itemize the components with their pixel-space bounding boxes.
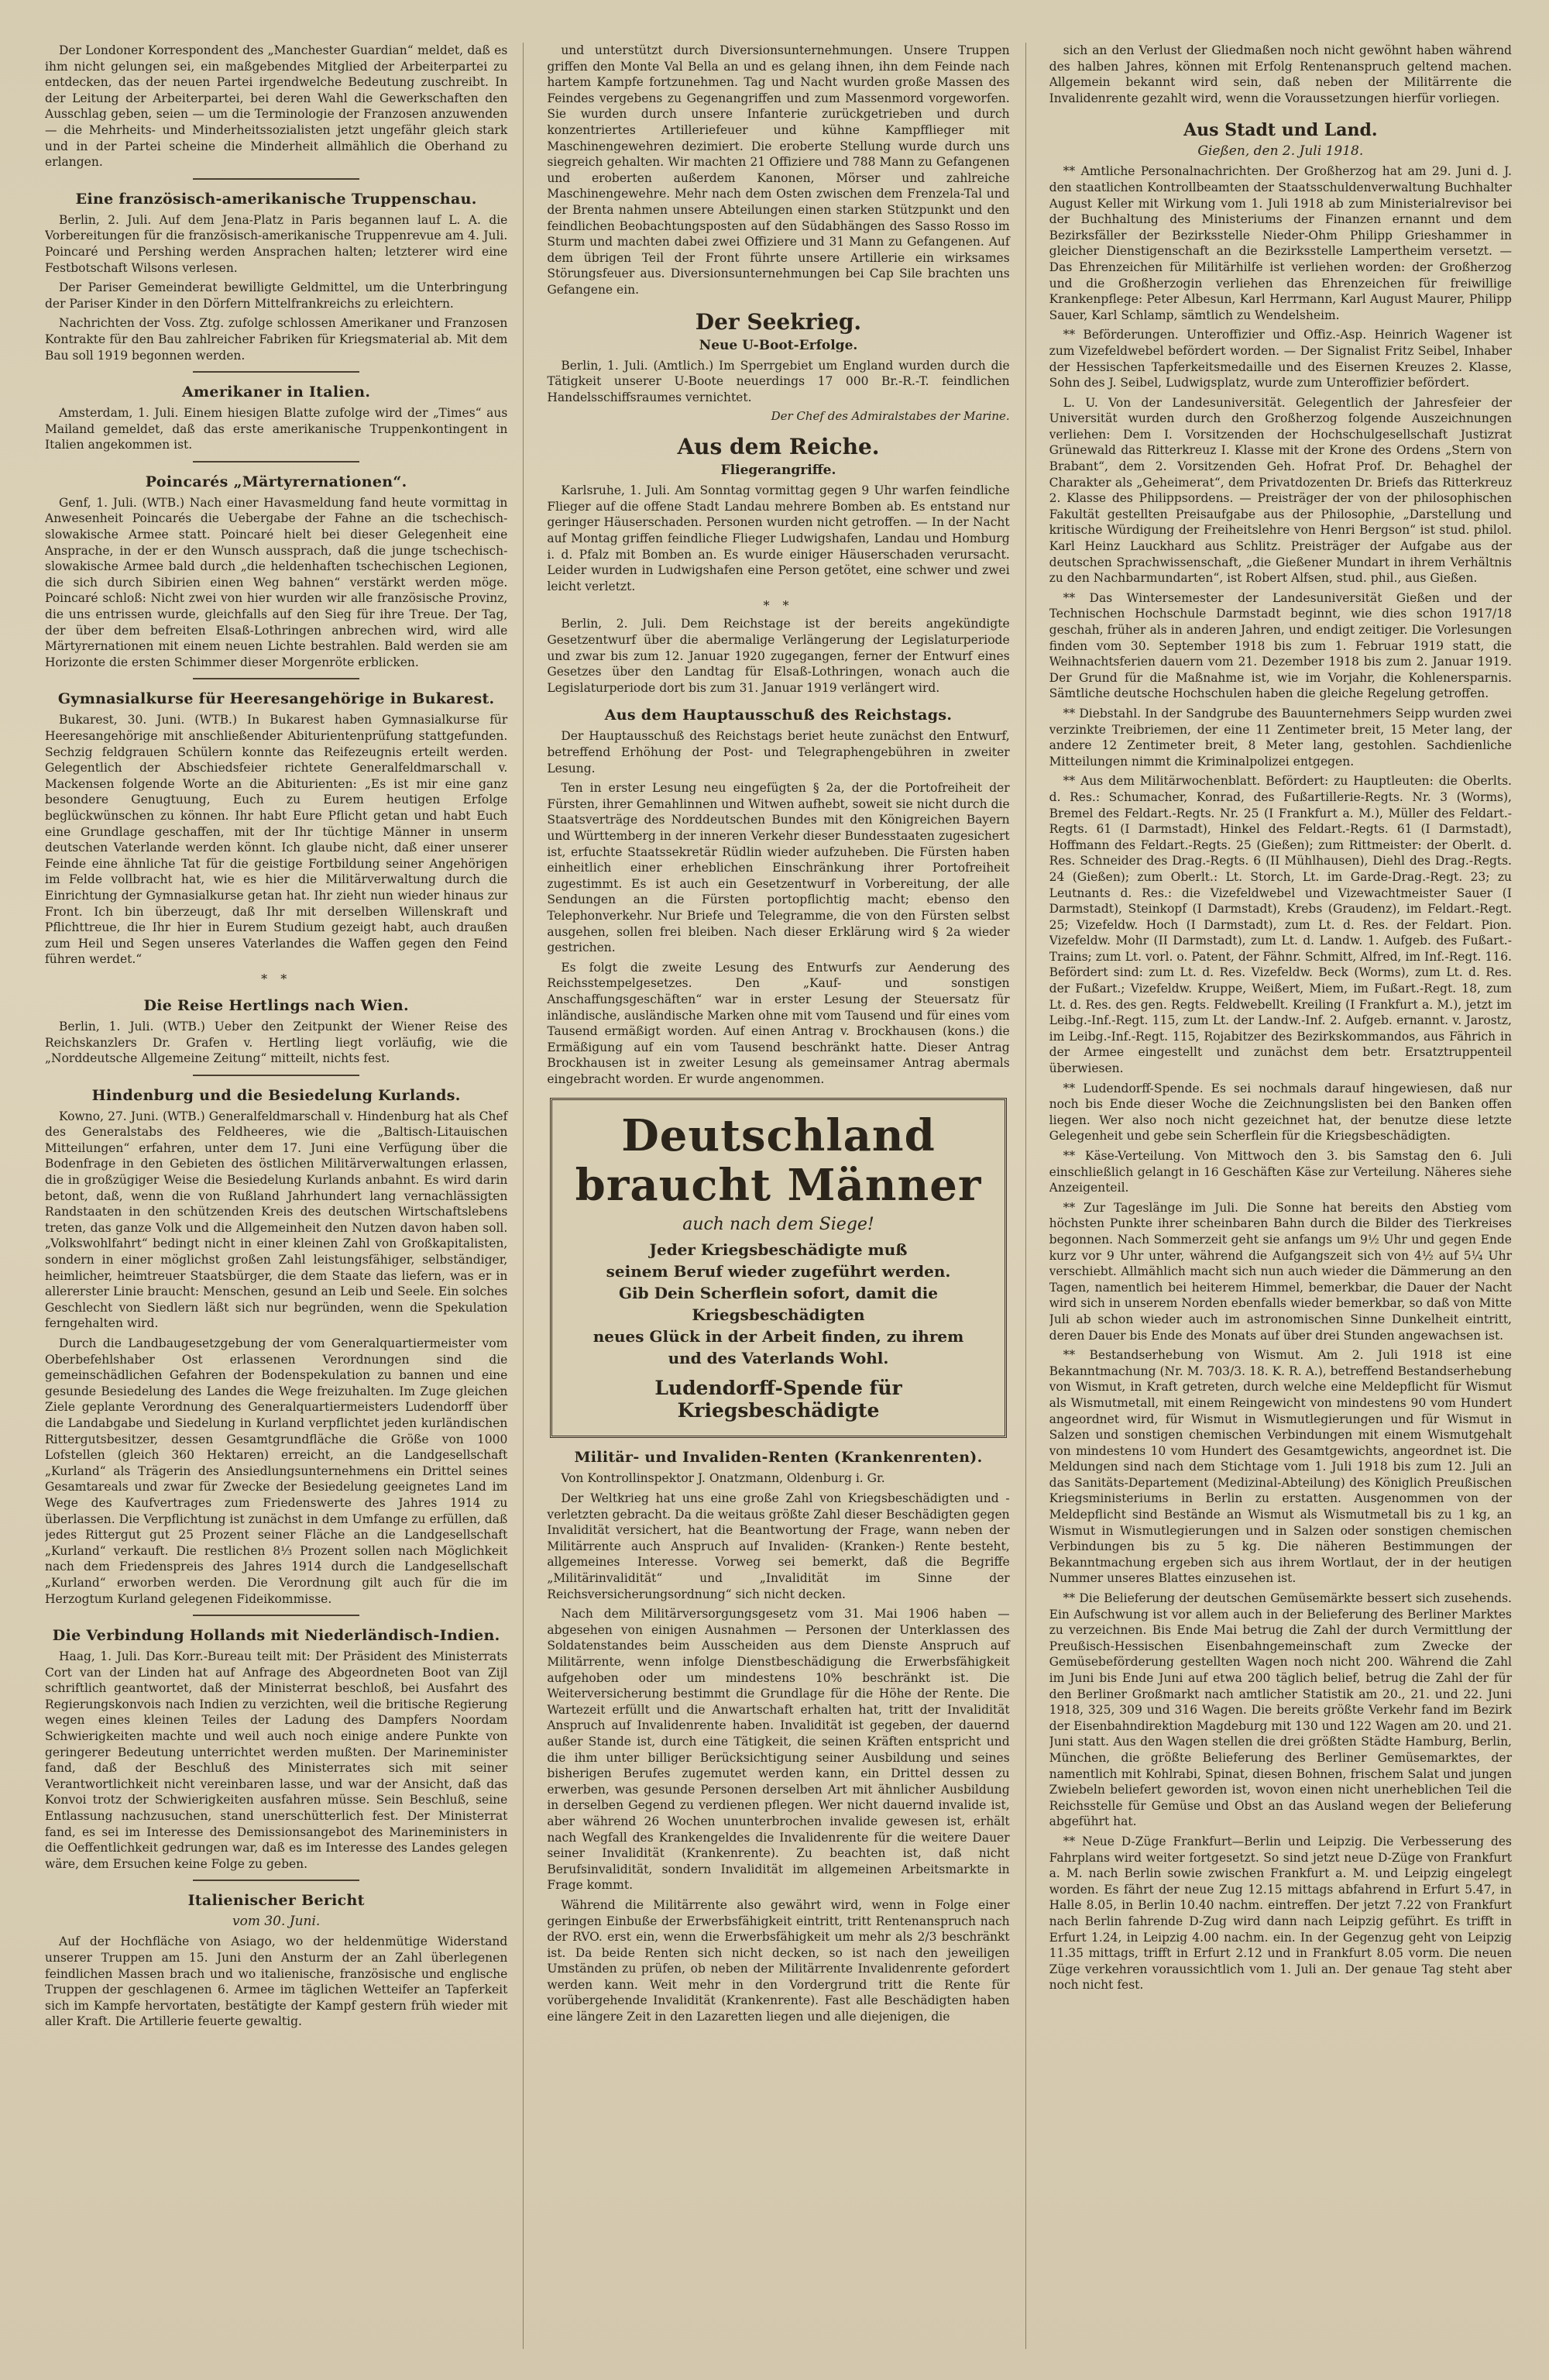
section-heading: Der Seekrieg. <box>695 308 862 335</box>
separator-stars: * * <box>261 971 292 986</box>
article-text: Amsterdam, 1. Juli. Einem hiesigen Blatte zufolge wird der „Times“ aus Mailand gemeldet, daß das erste amerikanische Truppenkontingent in Italien angekommen ist. <box>45 406 508 452</box>
article-text: Karlsruhe, 1. Juli. Am Sonntag vormittag gegen 9 Uhr warfen feindliche Flieger auf die offene Stadt Landau mehrere Bomben ab. Es entstand nur geringer Häuserschaden. Personen wurden nicht getroffen. — In der Nacht auf Montag griffen feindliche Flieger Ludwigshafen, Landau und Homburg i. d. Pfalz mit Bomben an. Es wurde einiger Häuserschaden verursacht. Leider wurden in Ludwigshafen eine Person getötet, eine schwer und zwei leicht verletzt. <box>547 483 1010 593</box>
article-heading: Die Verbindung Hollands mit Niederländisch-Indien. <box>52 1627 500 1645</box>
article-text: Es folgt die zweite Lesung des Entwurfs zur Aenderung des Reichsstempelgesetzes. Den „Kauf- und sonstigen Anschaffungsgeschäften“ war in erster Lesung der Steuersatz für inländische, ausländische Marken ohne mit vom Tausend und für eines vom Tausend ermäßigt worden. Auf einen Antrag v. Brockhausen (kons.) die Ermäßigung auf ein vom Tausend beschränkt hatte. Dieser Antrag Brockhausen ist in zweiter Lesung als gemeinsamer Antrag abermals eingebracht worden. Er wurde angenommen. <box>547 960 1010 1086</box>
article-text: ** Ludendorff-Spende. Es sei nochmals darauf hingewiesen, daß nur noch bis Ende dieser Woche die Zeichnungslisten bei den Banken offen liegen. Wer also noch nicht gezeichnet hat, der benutze diese letzte Gelegenheit und gebe sein Scherflein für die Kriegsbeschädigten. <box>1049 1081 1512 1144</box>
article-heading: Italienischer Bericht <box>187 1892 365 1910</box>
ad-text: seinem Beruf wieder zugeführt werden. <box>606 1262 951 1281</box>
section-subheading: Fliegerangriffe. <box>720 463 836 479</box>
column-1 <box>45 43 524 2349</box>
ad-headline: braucht Männer <box>575 1160 982 1212</box>
article-text: ** Amtliche Personalnachrichten. Der Großherzog hat am 29. Juni d. J. den staatlichen Kontrollbeamten der Staatsschuldenverwaltung Buchhalter August Keller mit Wirkung vom 1. Juli 1918 ab zum Ministerialrevisor bei der Buchhaltung des Ministeriums der Finanzen ernannt und dem Bezirksfäller der Bezirksstelle Nieder-Ohm Philipp Grieshammer in gleicher Dienstigenschaft an die Bezirksstelle Lampertheim versetzt. — Das Ehrenzeichen für Militärhilfe ist verliehen worden: der Großherzog und die Großherzogin verliehen das Ehrenzeichen für freiwillige Krankenpflege: Peter Albesun, Karl Herrmann, Karl August Maurer, Philipp Sauer, Karl Schlamp, sämtlich zu Wendelsheim. <box>1049 164 1512 322</box>
article-text: ** Bestandserhebung von Wismut. Am 2. Juli 1918 ist eine Bekanntmachung (Nr. M. 703/3. 18. K. R. A.), betreffend Bestandserhebung von Wismut, in Kraft getreten, durch welche eine Meldepflicht für Wismut als Wismutmetall, mit einem Reingewicht von mindestens 90 vom Hundert angeordnet wird, für Wismut in Wismutlegierungen und für Wismut in Salzen und sonstigen chemischen Verbindungen mit einem Wismutgehalt von mindestens 10 vom Hundert des Gesamtgewichts, angeordnet ist. Die Meldungen sind nach dem Stichtage vom 1. Juli 1918 bis zum 12. Juli an das Sanitäts-Departement (Medizinal-Abteilung) des Königlich Preußischen Kriegsministeriums in Berlin zu erstatten. Ausgenommen von der Meldepflicht sind Bestände an Wismut als Wismutmetall bis zu 1 kg, an Wismut in Wismutlegierungen und in Salzen oder sonstigen chemischen Verbindungen bis zu 5 kg. Die näheren Bestimmungen der Bekanntmachung ergeben sich aus ihrem Wortlaut, der in der heutigen Nummer unseres Blattes einzusehen ist. <box>1049 1348 1512 1586</box>
article-heading: Die Reise Hertlings nach Wien. <box>143 996 409 1014</box>
article-text: Auf der Hochfläche von Asiago, wo der heldenmütige Widerstand unserer Truppen am 15. Juni den Ansturm der an Zahl überlegenen feindlichen Massen brach und wo italienische, französische und englische Truppen der geschlagenen 6. Armee im täglichen Wetteifer an Tapferkeit sich im Kampfe hervortaten, bestätigte der Kampf gestern früh wieder mit aller Kraft. Die Artillerie feuerte gewaltig. <box>45 1935 508 2029</box>
article-text: Bukarest, 30. Juni. (WTB.) In Bukarest haben Gymnasialkurse für Heeresangehörige mit anschließender Abiturientenprüfung stattgefunden. Sechzig feldgrauen Schülern konnte das Reifezeugnis erteilt werden. Gelegentlich der Abschiedsfeier richtete Generalfeldmarschall v. Mackensen folgende Worte an die Abiturienten: „Es ist mir eine ganz besondere Genugtuung, Euch zu Eurem heutigen Erfolge beglückwünschen zu können. Ihr habt Eure Pflicht getan und habt Euch eine Grundlage geschaffen, mit der Ihr tüchtige Männer in unserm deutschen Vaterlande werden könnt. Ich glaube nicht, daß einer unserer Feinde eine ähnliche Tat für die geistige Fortbildung seiner Angehörigen im Felde vollbracht hat, wie es hier die Militärverwaltung durch die Einrichtung der Gymnasialkurse getan hat. Ihr zieht nun wieder hinaus zur Front. Ich bin überzeugt, daß Ihr mit derselben Willenskraft und Pflichttreue, die Ihr hier in Eurem Studium gezeigt habt, auch draußen zum Heil und Segen unseres Vaterlandes die Waffen gegen den Feind führen werdet.“ <box>45 713 508 967</box>
article-text: Der Londoner Korrespondent des „Manchester Guardian“ meldet, daß es ihm nicht gelungen sei, ein maßgebendes Mitglied der Arbeiterpartei zu entdecken, das der neuen Partei irgendwelche Bedeutung zuschreibt. In der Leitung der Arbeiterpartei, bei deren Wahl die Gewerkschaften den Ausschlag geben, seien — um die Terminologie der Franzosen anzuwenden — die Mehrheits- und Minderheitssozialisten jetzt ungefähr gleich stark und in der Partei scheine die Minderheit allmählich die Oberhand zu erlangen. <box>45 43 508 170</box>
ad-headline: Deutschland <box>621 1110 936 1162</box>
article-text: und unterstützt durch Diversionsunternehmungen. Unsere Truppen griffen den Monte Val Bella an und es gelang ihnen, ihn dem Feinde nach hartem Kampfe fortzunehmen. Tag und Nacht wurden große Massen des Feindes vergebens zu Gegenangriffen und zum Massenmord vorgeworfen. Sie wurden durch unsere Infanterie zurückgetrieben und durch konzentriertes Artilleriefeuer und kühne Kampfflieger mit Maschinengewehren dezimiert. Die eroberte Stellung wurde durch uns siegreich gehalten. Wir machten 21 Offiziere und 788 Mann zu Gefangenen und eroberten außerdem Kanonen, Mörser und zahlreiche Maschinengewehre. Mehr nach dem Osten zwischen dem Frenzela-Tal und der Brenta nahmen unsere Abteilungen einen starken Stützpunkt und den feindlichen Beobachtungsposten auf den Südabhängen des Sasso Rosso im Sturm und machten dabei zwei Offiziere und 31 Mann zu Gefangenen. Auf dem übrigen Teil der Front führte unsere Artillerie ein wirksames Störungsfeuer aus. Diversionsunternehmungen bei Cap Sile brachten uns Gefangene ein. <box>547 43 1010 297</box>
article-heading: Eine französisch-amerikanische Truppenschau. <box>75 190 477 208</box>
article-text: Der Pariser Gemeinderat bewilligte Geldmittel, um die Unterbringung der Pariser Kinder in den Dörfern Mittelfrankreichs zu erleichtern. <box>45 280 508 311</box>
ad-tagline: auch nach dem Siege! <box>682 1215 874 1235</box>
divider <box>193 1615 359 1616</box>
divider <box>193 371 359 373</box>
section-subheading: Neue U-Boot-Erfolge. <box>699 337 858 353</box>
ad-text: Jeder Kriegsbeschädigte muß <box>649 1240 908 1260</box>
article-text: Berlin, 2. Juli. Auf dem Jena-Platz in Paris begannen lauf L. A. die Vorbereitungen für die französisch-amerikanische Truppenrevue am 4. Juli. Poincaré und Pershing werden Ansprachen halten; letzterer wird eine Festbotschaft Wilsons verlesen. <box>45 212 508 275</box>
section-heading: Aus dem Reiche. <box>677 434 880 460</box>
article-text: ** Aus dem Militärwochenblatt. Befördert: zu Hauptleuten: die Oberlts. d. Res.: Schumacher, Konrad, des Fußartillerie-Regts. Nr. 3 (Worms), Bremel des Feldart.-Regts. Nr. 25 (I Frankfurt a. M.), Müller des Feldart.-Regts. 61 (I Darmstadt), Hinkel des Feldart.-Regts. 61 (I Darmstadt), Hoffmann des Feldart.-Regts. 25 (Gießen); zum Rittmeister: der Oberlt. d. Res. Schneider des Drag.-Regts. 6 (II Mühlhausen), Diehl des Drag.-Regts. 24 (Gießen); zum Oberlt.: Lt. Storch, Lt. im Garde-Drag.-Regt. 23; zu Leutnants d. Res.: die Vizefeldwebel und Vizewachtmeister Sauer (I Darmstadt), Steinkopf (I Darmstadt), Krebs (Graudenz), im Feldart.-Regt. 25; Vizefeldw. Hoch (I Darmstadt), zum Lt. d. Res. der Feldart. Pion. Vizefeldw. Mohr (II Darmstadt), zum Lt. d. Landw. 1. Aufgeb. des Fußart.-Trains; zum Lt. vorl. o. Patent, der Fähnr. Schmitt, Alfred, im Inf.-Regt. 116. Befördert sind: zum Lt. d. Res. Vizefeldw. Beck (Worms), zum Lt. d. Res. der Fußart.; Vizefeldw. Kruppe, Weißert, Miem, im Fußart.-Regt. 18, zum Lt. d. Res. des gen. Regts. Feldwebellt. Kreiling (I Frankfurt a. M.), jetzt im Leibg.-Inf.-Regt. 115, zum Lt. der Landw.-Inf. 2. Aufgeb. ernannt. v. Jarostz, im Leibg.-Inf.-Regt. 115, Rojabitzer des Bezirkskommandos, aus Fährich in der Armee eingestellt und zunächst dem betr. Ersatztruppenteil überwiesen. <box>1049 774 1512 1076</box>
article-text: ** Neue D-Züge Frankfurt—Berlin und Leipzig. Die Verbesserung des Fahrplans wird weiter fortgesetzt. So sind jetzt neue D-Züge von Frankfurt a. M. nach Berlin sowie zwischen Frankfurt a. M. und Leipzig eingelegt worden. Es fährt der neue Zug 12.15 mittags abfahrend in Erfurt 5.47, in Halle 8.05, in Berlin 10.40 nachm. eintreffen. Der jetzt 7.22 von Frankfurt nach Berlin fahrende D-Zug wird dann nach Leipzig geführt. Es trifft in Erfurt 1.24, in Leipzig 4.00 nachm. ein. In der Gegenzug geht von Leipzig 11.35 mittags, trifft in Erfurt 2.12 und in Frankfurt 8.05 vorm. Die neuen Züge verkehren voraussichtlich vom 1. Juli an. Der genaue Tag steht aber noch nicht fest. <box>1049 1834 1512 1993</box>
article-signature: Der Chef des Admiralstabes der Marine. <box>771 409 1010 424</box>
article-text: Haag, 1. Juli. Das Korr.-Bureau teilt mit: Der Präsident des Ministerrats Cort van der Linden hat auf Anfrage des Abgeordneten Boot van Zijl schriftlich geantwortet, daß der Ministerrat beschloß, bei Ausfahrt des Regierungskonvois nach Indien zu verzichten, weil die britische Regierung wegen eines kleinen Teiles der Ladung des Dampfers Noordam Schwierigkeiten machte und weil auch noch einige andere Punkte von geringerer Bedeutung unterrichtet werden mußten. Der Marineminister fand, daß der Beschluß des Ministerrates sich mit seiner Verantwortlichkeit nicht vereinbaren lasse, und war der Ansicht, daß das Konvoi trotz der Schwierigkeiten ausfahren müsse. Sein Beschluß, seine Entlassung nachzusuchen, stand unerschütterlich fest. Der Ministerrat fand, es sei im Interesse des Demissionsangebot des Marineministers in die Oeffentlichkeit gedrungen war, daß es im Interesse des Landes gelegen wäre, dem Ersuchen keine Folge zu geben. <box>45 1649 508 1871</box>
article-text: Genf, 1. Juli. (WTB.) Nach einer Havasmeldung fand heute vormittag in Anwesenheit Poincarés die Uebergabe der Fahne an die tschechisch-slowakische Armee statt. Poincaré hielt bei dieser Gelegenheit eine Ansprache, in der er den Wunsch aussprach, daß die junge tschechisch-slowakische Armee bald durch „die heldenhaften tschechischen Legionen, die sich durch Sibirien einen Weg bahnen“ verstärkt werden möge. Poincaré schloß: Nicht zwei von hier wurden wir alle französische Provinz, die uns entrissen wurde, gleichfalls auf den Sieg für ihre Treue. Der Tag, der über dem befreiten Elsaß-Lothringen anbrechen wird, wird alle Märtyrernationen mit einem neuen Lichte bestrahlen. Bald werden sie am Horizonte die ersten Schimmer dieser Morgenröte erblicken. <box>45 495 508 669</box>
article-text: Nach dem Militärversorgungsgesetz vom 31. Mai 1906 haben — abgesehen von einigen Ausnahmen — Personen der Unterklassen des Soldatenstandes beim Ausscheiden aus dem Dienste Anspruch auf Militärrente, wenn infolge Dienstbeschädigung die Erwerbsfähigkeit aufgehoben oder um mindestens 10% beschränkt ist. Die Weiterversicherung bestimmt die Grundlage für die Höhe der Rente. Die Wartezeit erfüllt und die Anwartschaft erhalten hat, tritt der Invalidität Anspruch auf Invalidenrente haben. Invalidität ist gegeben, der dauernd außer Stande ist, durch eine Tätigkeit, die seinen Kräften entspricht und die ihm unter billiger Berücksichtigung seiner Ausbildung und seines bisherigen Berufes zugemutet werden kann, ein Drittel dessen zu erwerben, was gesunde Personen derselben Art mit ähnlicher Ausbildung in derselben Gegend zu verdienen pflegen. Wer nicht dauernd invalide ist, aber während 26 Wochen ununterbrochen invalide gewesen ist, erhält nach Wegfall des Krankengeldes die Invalidenrente für die weitere Dauer seiner Invalidität (Krankenrente). Zu beachten ist, daß nicht Berufsinvalidität, sondern Invalidität im allgemeinen Arbeitsmarkte in Frage kommt. <box>547 1607 1010 1893</box>
divider <box>193 461 359 463</box>
article-text: ** Käse-Verteilung. Von Mittwoch den 3. bis Samstag den 6. Juli einschließlich gelangt in 16 Geschäften Käse zur Verteilung. Näheres siehe Anzeigenteil. <box>1049 1149 1512 1195</box>
ad-title: Ludendorff-Spende für Kriegsbeschädigte <box>654 1377 902 1422</box>
article-text: Berlin, 2. Juli. Dem Reichstage ist der bereits angekündigte Gesetzentwurf über die abermalige Verlängerung der Legislaturperiode und zwar bis zum 12. Januar 1920 zugegangen, ferner der Entwurf eines Gesetzes über den Landtag für Elsaß-Lothringen, wonach auch die Legislaturperiode dort bis zum 31. Januar 1919 verlängert wird. <box>547 617 1010 695</box>
article-text: L. U. Von der Landesuniversität. Gelegentlich der Jahresfeier der Universität wurden durch den Großherzog folgende Auszeichnungen verliehen: Dem I. Vorsitzenden der Hochschulgesellschaft Justizrat Grünewald das Ritterkreuz I. Klasse mit der Krone des Ordens „Stern von Brabant“, dem 2. Vorsitzenden Geh. Hofrat Prof. Dr. Behaghel der Charakter als „Geheimerat“, dem Privatdozenten Dr. Briefs das Ritterkreuz 2. Klasse des Philippsordens. — Preisträger der von der philosophischen Fakultät gestellten Preisaufgabe aus der Philosophie, „Darstellung und kritische Würdigung der Freiheitslehre von Henri Bergson“ ist stud. philol. Karl Heinz Lauckhard aus Schlitz. Preisträger der Aufgabe aus der deutschen Sprachwissenschaft, „die Gießener Mundart in ihrem Verhältnis zu den Nachbarmundarten“, ist Robert Alfsen, stud. phil., aus Gießen. <box>1049 395 1512 586</box>
article-heading: Militär- und Invaliden-Renten (Krankenrenten). <box>574 1449 983 1467</box>
article-heading: Gymnasialkurse für Heeresangehörige in Bukarest. <box>57 690 495 708</box>
separator-stars: * * <box>763 598 794 614</box>
divider <box>193 678 359 679</box>
article-heading: Amerikaner in Italien. <box>181 383 371 401</box>
article-text: Berlin, 1. Juli. (Amtlich.) Im Sperrgebiet um England wurden durch die Tätigkeit unserer U-Boote neuerdings 17 000 Br.-R.-T. feindlichen Handelsschiffsraumes vernichtet. <box>547 358 1010 404</box>
column-3 <box>1049 43 1512 2349</box>
article-dateline: Gießen, den 2. Juli 1918. <box>1197 143 1364 160</box>
article-text: ** Diebstahl. In der Sandgrube des Bauunternehmers Seipp wurden zwei verzinkte Treibriemen, der eine 11 Zentimeter breit, 15 Meter lang, der andere 12 Zentimeter breit, 8 Meter lang, gestohlen. Sachdienliche Mitteilungen nimmt die Kriminalpolizei entgegen. <box>1049 706 1512 769</box>
article-text: ** Beförderungen. Unteroffizier und Offiz.-Asp. Heinrich Wagener ist zum Vizefeldwebel befördert worden. — Der Signalist Fritz Seibel, Inhaber der Hessischen Tapferkeitsmedaille und des Eisernen Kreuzes 2. Klasse, Sohn des J. Seibel, Ludwigsplatz, wurde zum Unteroffizier befördert. <box>1049 328 1512 390</box>
divider <box>193 1880 359 1881</box>
divider <box>193 1075 359 1076</box>
article-text: ** Zur Tageslänge im Juli. Die Sonne hat bereits den Abstieg vom höchsten Punkte ihrer scheinbaren Bahn durch die Bilder des Tierkreises begonnen. Nach Sommerzeit geht sie anfangs um 9½ Uhr und gegen Ende kurz vor 9 Uhr unter, während die Aufgangszeit sich von 4½ auf 5¼ Uhr verschiebt. Allmählich macht sich nun auch wieder die Dämmerung an den Tagen, namentlich bei heiterem Himmel, bemerkbar, die Dauer der Nacht wird sich in unserem Norden ebenfalls wieder bemerkbar, so daß von Mitte Juli ab schon wieder auch im astronomischen Sinne Dunkelheit eintritt, deren Dauer bis Ende des Monats auf über drei Stunden angewachsen ist. <box>1049 1200 1512 1343</box>
article-text: Der Hauptausschuß des Reichstags beriet heute zunächst den Entwurf, betreffend Erhöhung der Post- und Telegraphengebühren in zweiter Lesung. <box>547 729 1010 776</box>
article-text: Nachrichten der Voss. Ztg. zufolge schlossen Amerikaner und Franzosen Kontrakte für den Bau zahlreicher Fabriken für Kriegsmaterial ab. Mit dem Bau soll 1919 begonnen werden. <box>45 316 508 363</box>
article-text: Berlin, 1. Juli. (WTB.) Ueber den Zeitpunkt der Wiener Reise des Reichskanzlers Dr. Grafen v. Hertling liegt vorläufig, wie die „Norddeutsche Allgemeine Zeitung“ mitteilt, nichts fest. <box>45 1019 508 1066</box>
article-heading: Hindenburg und die Besiedelung Kurlands. <box>91 1086 461 1104</box>
article-text: sich an den Verlust der Gliedmaßen noch nicht gewöhnt haben während des halben Jahres, können mit Erfolg Rentenanspruch geltend machen. Allgemein bekannt wird sein, daß neben der Militärrente die Invalidenrente gezahlt wird, wenn die Voraussetzungen hierfür vorliegen. <box>1049 43 1512 105</box>
article-text: Ten in erster Lesung neu eingefügten § 2a, der die Portofreiheit der Fürsten, ihrer Gemahlinnen und Witwen aufhebt, soweit sie nicht durch die Staatsverträge des Norddeutschen Bundes mit den Königreichen Bayern und Württemberg in der inneren Verkehr dieser Bundesstaaten zugesichert ist, erfuchte Staatssekretär Rüdlin wieder aufzuheben. Die Fürsten haben einheitlich einer erheblichen Einschränkung ihrer Portofreiheit zugestimmt. Es ist auch ein Gesetzentwurf in Vorbereitung, der alle Sendungen an die Fürsten portopflichtig macht; ebenso den Telephonverkehr. Nur Briefe und Telegramme, die von den Fürsten selbst ausgehen, sollen frei bleiben. Nach dieser Erklärung wird § 2a wieder gestrichen. <box>547 781 1010 955</box>
article-dateline: vom 30. Juni. <box>232 1914 321 1930</box>
article-heading: Aus dem Hauptausschuß des Reichstags. <box>604 707 953 724</box>
article-text: Der Weltkrieg hat uns eine große Zahl von Kriegsbeschädigten und -verletzten gebracht. Da die weitaus größte Zahl dieser Beschädigten gegen Invalidität versichert, hat die Beantwortung der Frage, wann neben der Militärrente auch Anspruch auf Invaliden- (Kranken-) Rente besteht, allgemeines Interesse. Vorweg sei bemerkt, daß die Begriffe „Militärinvalidität“ und „Invalidität im Sinne der Reichsversicherungsordnung“ sich nicht decken. <box>547 1491 1010 1601</box>
article-text: ** Die Belieferung der deutschen Gemüsemärkte bessert sich zusehends. Ein Aufschwung ist vor allem auch in der Belieferung des Berliner Marktes zu verzeichnen. Bis Ende Mai betrug die Zahl der durch Vermittlung der Preußisch-Hessischen Eisenbahngemeinschaft zum Zwecke der Gemüsebeförderung gestellten Wagen noch nicht 200. Während die Zahl im Juni bis Ende Juni auf etwa 200 täglich belief, betrug die Zahl der für den Berliner Großmarkt nach amtlicher Statistik am 20., 21. und 22. Juni 1918, 325, 309 und 316 Wagen. Die bereits größte Verkehr fand im Bezirk der Eisenbahndirektion Magdeburg mit 130 und 122 Wagen am 20. und 21. Juni statt. Aus den Wagen stellen die drei größten Städte Hamburg, Berlin, München, die größte Belieferung des Berliner Gemüsemarktes, der namentlich mit Kohlrabi, Spinat, diesen Bohnen, frischem Salat und jungen Zwiebeln beliefert geworden ist, wovon einen nicht unerheblichen Teil die Reichsstelle für Gemüse und Obst an das Ausland wegen der Belieferung abgeführt hat. <box>1049 1591 1512 1829</box>
article-text: ** Das Wintersemester der Landesuniversität Gießen und der Technischen Hochschule Darmstadt beginnt, wie dies schon 1917/18 geschah, früher als in anderen Jahren, und endigt zeitiger. Die Vorlesungen finden vom 30. September 1918 bis zum 1. Februar 1919 statt, die Weihnachtsferien dauern vom 21. Dezember 1918 bis zum 2. Januar 1919. Der Grund für die Maßnahme ist, wie im Vorjahr, die Kohlenersparnis. Sämtliche deutsche Hochschulen haben die gleiche Regelung getroffen. <box>1049 590 1512 701</box>
article-text: Durch die Landbaugesetzgebung der vom Generalquartiermeister vom Oberbefehlshaber Ost erlassenen Verordnungen sind die gemeinschädlichen Gefahren der Bodenspekulation zu bannen und eine gesunde Besiedelung des Landes die Wege freizuhalten. Im Zuge gleichen Ziele geplante Verordnung des Generalquartiermeisters Ludendorff über die Landabgabe und Siedelung in Kurland verpflichtet jeden kurländischen Rittergutsbesitzer, dessen Gesamtgrundfläche die Größe von 1000 Lofstellen (gleich 360 Hektaren) erreicht, an die Landgesellschaft „Kurland“ als Trägerin des Ansiedlungsunternehmens ein Drittel seines Gesamtareals und zwar für Zwecke der Besiedelung geeignetes Land im Wege des Kaufvertrages zum Friedenswerte des Jahres 1914 zu überlassen. Die Verpflichtung ist zunächst in dem Umfange zu erfüllen, daß jedes Rittergut gut 25 Prozent seiner Fläche an die Landgesellschaft „Kurland“ verkauft. Die restlichen 8⅓ Prozent sollen nach Möglichkeit nach dem Friedenspreis des Jahres 1914 durch die Landgesellschaft „Kurland“ erworben werden. Die Verordnung gilt auch für die im Herzogtum Kurland gelegenen Fideikommisse. <box>45 1336 508 1606</box>
article-byline: Von Kontrollinspektor J. Onatzmann, Oldenburg i. Gr. <box>561 1471 885 1486</box>
divider <box>193 178 359 180</box>
article-text: Während die Militärrente also gewährt wird, wenn in Folge einer geringen Einbuße der Erwerbsfähigkeit eintritt, tritt Rentenanspruch nach der RVO. erst ein, wenn die Erwerbsfähigkeit um mehr als 2/3 beschränkt ist. Da beide Renten sich nicht decken, so ist nach den jeweiligen Umständen zu prüfen, ob neben der Militärrente Invalidenrente gefordert werden kann. Weit mehr in den Vordergrund tritt die Rente für vorübergehende Invalidität (Krankenrente). Fast alle Beschädigten haben eine längere Zeit in den Lazaretten liegen und alle diejenigen, die <box>547 1897 1010 2024</box>
article-text: Kowno, 27. Juni. (WTB.) Generalfeldmarschall v. Hindenburg hat als Chef des Generalstabs des Feldheeres, wie die „Baltisch-Litauischen Mitteilungen“ erfahren, unter dem 17. Juni eine Verfügung über die Bodenfrage in den Gebieten des östlichen Militärverwaltungen erlassen, die in großzügiger Weise die Besiedelung Kurlands anbahnt. Es wird darin betont, daß, wenn die von Rußland Jahrhundert lang vernachlässigten Randstaaten in den schützenden Kreis des deutschen Wirtschaftslebens treten, das ganze Volk und die Allgemeinheit den Nutzen davon haben soll. „Volkswohlfahrt“ bedingt nicht in einer kleinen Zahl von Großkapitalisten, sondern in einer möglichst großen Zahl leistungsfähiger, selbständiger, heimlicher, heimtreuer Staatsbürger, die dem Staate das liefern, was er in allererster Linie braucht: Menschen, gesund an Leib und Seele. Ein solches Geschlecht von Siedlern läßt sich nur begründen, wenn die Spekulation ferngehalten wird. <box>45 1109 508 1331</box>
article-heading: Poincarés „Märtyrernationen“. <box>145 473 407 490</box>
section-heading: Aus Stadt und Land. <box>1183 120 1378 141</box>
ad-text: und des Vaterlands Wohl. <box>668 1349 889 1368</box>
column-2 <box>547 43 1025 2349</box>
advertisement-ludendorff-spende <box>550 1098 1006 1438</box>
ad-text: Gib Dein Scherflein sofort, damit die Kriegsbeschädigten <box>618 1284 939 1325</box>
ad-text: neues Glück in der Arbeit finden, zu ihrem <box>592 1327 964 1346</box>
